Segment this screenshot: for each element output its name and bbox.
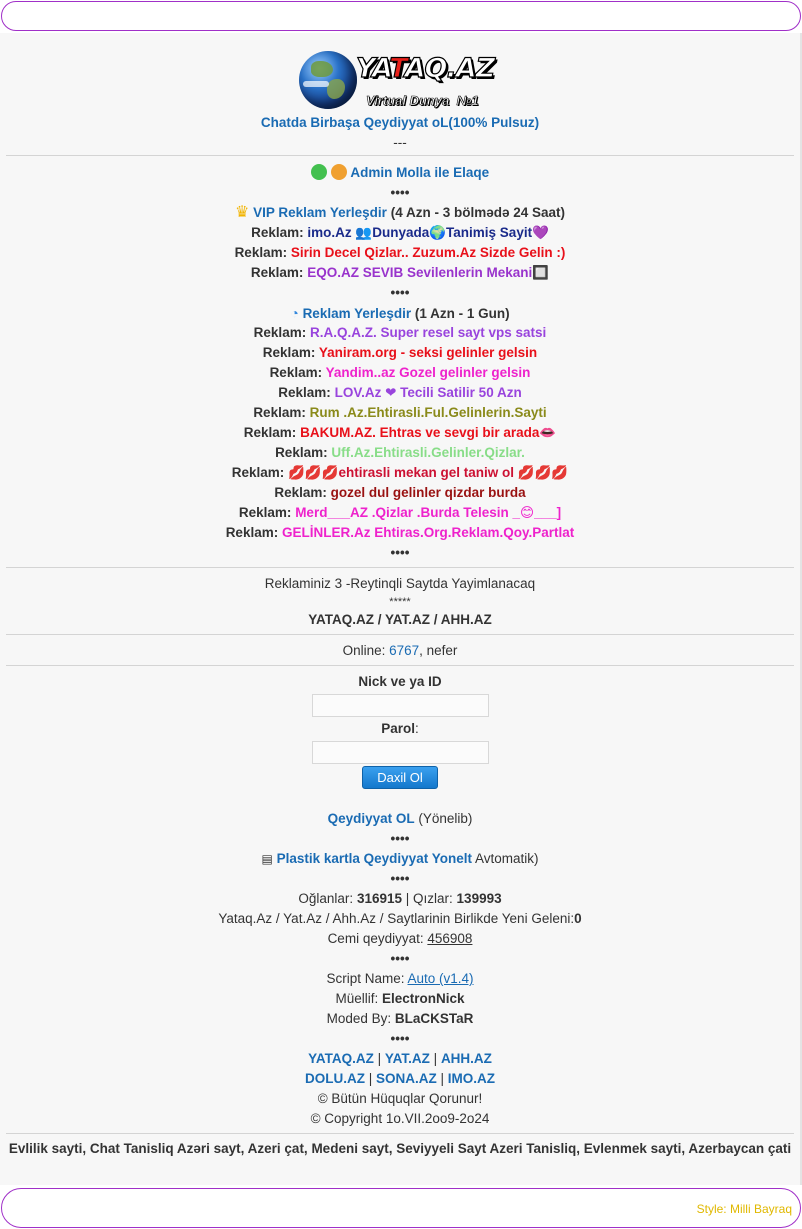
rights-text: © Bütün Hüquqlar Qorunur! <box>317 1091 483 1106</box>
dots-separator: •••• <box>390 951 410 966</box>
register-link[interactable]: Qeydiyyat OL <box>327 811 415 826</box>
password-input[interactable] <box>312 741 489 764</box>
gender-stats: Oğlanlar: 316915 | Qızlar: 139993 <box>298 891 502 906</box>
ad-link[interactable]: Sirin Decel Qizlar.. Zuzum.Az Sizde Gelin :) <box>290 245 566 260</box>
login-button[interactable]: Daxil Ol <box>362 766 438 789</box>
new-users-stats: Yataq.Az / Yat.Az / Ahh.Az / Saytlarinin Birlikde Yeni Geleni:0 <box>218 911 582 926</box>
promo-sites: YATAQ.AZ / YAT.AZ / AHH.AZ <box>308 612 492 627</box>
ad-link[interactable]: Yaniram.org - seksi gelinler gelsin <box>318 345 538 360</box>
nick-input[interactable] <box>312 694 489 717</box>
nick-label: Nick ve ya ID <box>358 674 442 689</box>
bottom-frame <box>1 1188 801 1228</box>
sites-row: DOLU.AZ | SONA.AZ | IMO.AZ <box>304 1071 496 1086</box>
total-registrations: Cemi qeydiyyat: 456908 <box>327 931 473 946</box>
main-content: YATAQ.AZ Virtual Dunya №1 Chatda Birbaşa Qeydiyyat oL(100% Pulsuz) --- Admin Molla ile Elaqe •••• ♛ VIP Reklam Yerleşdir (4 Azn - 3 bölmədə 24 Saat) Reklam: imo.Az 👥Dunyada🌍Tanimiş Sayit💜 Reklam: Sirin Decel Qizlar.. Zuzum.Az Sizde Gelin :) Reklam: EQO.AZ SEVIB Sevilenlerin Mekani🔲 •••• ◔ Reklam Yerleşdir (1 Azn - 1 Gun) Reklam: R.A.Q.A.Z. Super resel sayt vps satsi Reklam: Yaniram.org - seksi gelinler gelsin Reklam: Yandim..az Gozel gelinler gelsin Reklam: LOV.Az ❤ Tecili Satilir 50 Azn Reklam: Rum .Az.Ehtirasli.Ful.Gelinlerin.Sayti Reklam: BAKUM.AZ. Ehtras ve sevgi bir arada👄 Reklam: Uff.Az.Ehtirasli.Gelinler.Qizlar. Reklam: 💋💋💋ehtirasli mekan gel taniw ol 💋💋💋 Reklam: gozel dul gelinler qizdar burda Reklam: Merd___AZ .Qizlar .Burda Telesin _😊___] Reklam: GELİNLER.Az Ehtiras.Org.Reklam.Qoy.Partlat •••• Reklaminiz 3 -Reytinqli Saytda Yayimlanacaq ***** YATAQ.AZ / YAT.AZ / AHH.AZ Online: 6767, nefer Nick ve ya ID Parol: Daxil Ol Qeydiyyat OL (Yönelib) •••• ▤ Plastik kartla Qeydiyyat Yonelt Avtomatik) •••• Oğlanlar: 316915 | Qızlar: 139993 Yataq.Az / Yat.Az / Ahh.Az / Saytlarinin Birlikde Yeni Geleni:0 Cemi qeydiyyat: 456908 •••• Script Name: Auto (v1.4) Müellif: ElectronNick Moded By: BLaCKSTaR •••• YATAQ.AZ | YAT.AZ | AHH.AZ DOLU.AZ | SONA.AZ | IMO.AZ © Bütün Hüquqlar Qorunur! © Copyright 1o.VII.2oo9-2o24 Evlilik sayti, Chat Tanisliq Azəri sayt, Azeri çat, Medeni sayt, Seviyyeli Sayt Azeri Tanisliq, Evlenmek sayti, Azerbaycan çati <box>0 33 802 1185</box>
separator-text: --- <box>393 135 407 150</box>
script-moded: Moded By: BLaCKSTaR <box>326 1011 474 1026</box>
ad-link[interactable]: GELİNLER.Az Ehtiras.Org.Reklam.Qoy.Partlat <box>281 525 575 540</box>
ad-link[interactable]: BAKUM.AZ. Ehtras ve sevgi bir arada👄 <box>300 425 557 440</box>
top-frame <box>1 1 801 31</box>
whatsapp-icon <box>311 164 327 180</box>
online-counter: Online: 6767, nefer <box>342 643 458 658</box>
divider <box>6 155 794 156</box>
online-count-link[interactable]: 6767 <box>389 643 420 658</box>
script-name: Script Name: Auto (v1.4) <box>326 971 474 986</box>
ad-link[interactable]: LOV.Az ❤ Tecili Satilir 50 Azn <box>334 385 522 400</box>
promo-stars: ***** <box>389 596 411 608</box>
site-link-dolu[interactable]: DOLU.AZ <box>304 1071 365 1086</box>
ad-link[interactable]: imo.Az 👥Dunyada🌍Tanimiş Sayit💜 <box>307 225 549 240</box>
card-register-note: Avtomatik) <box>474 851 539 866</box>
dots-separator: •••• <box>390 831 410 846</box>
ad-link[interactable]: Rum .Az.Ehtirasli.Ful.Gelinlerin.Sayti <box>309 405 547 420</box>
divider <box>6 1133 794 1134</box>
logo-subtitle: Virtual Dunya №1 <box>366 93 479 108</box>
dots-separator: •••• <box>390 285 410 300</box>
site-link-imo[interactable]: IMO.AZ <box>447 1071 496 1086</box>
crown-icon: ♛ <box>234 204 250 221</box>
copyright-text: © Copyright 1o.VII.2oo9-2o24 <box>310 1111 490 1126</box>
site-link-ahh[interactable]: AHH.AZ <box>440 1051 492 1066</box>
dots-separator: •••• <box>390 545 410 560</box>
divider <box>6 567 794 568</box>
site-link-yataq[interactable]: YATAQ.AZ <box>308 1051 374 1066</box>
dots-separator: •••• <box>390 1031 410 1046</box>
register-note: (Yönelib) <box>418 811 473 826</box>
rss-icon: ◔ <box>290 305 299 321</box>
admin-contact-link[interactable]: Admin Molla ile Elaqe <box>350 165 490 180</box>
logo-title: YATAQ.AZ <box>356 53 495 84</box>
card-icon: ▤ <box>261 852 273 866</box>
divider <box>6 665 794 666</box>
dots-separator: •••• <box>390 871 410 886</box>
slogan-link[interactable]: Chatda Birbaşa Qeydiyyat oL(100% Pulsuz) <box>260 115 540 130</box>
dots-separator: •••• <box>390 185 410 200</box>
std-ad-note: (1 Azn - 1 Gun) <box>414 306 510 321</box>
divider <box>6 634 794 635</box>
ad-link[interactable]: Merd___AZ .Qizlar .Burda Telesin _😊___] <box>295 505 562 520</box>
vip-ad-note: (4 Azn - 3 bölmədə 24 Saat) <box>390 205 565 220</box>
script-author: Müellif: ElectronNick <box>335 991 465 1006</box>
link-icon <box>331 164 347 180</box>
login-form <box>0 672 800 789</box>
ad-link[interactable]: R.A.Q.A.Z. Super resel sayt vps satsi <box>309 325 547 340</box>
seo-keywords: Evlilik sayti, Chat Tanisliq Azəri sayt, Azeri çat, Medeni sayt, Seviyyeli Sayt Azeri Tanisliq, Evlenmek sayti, Azerbaycan çati <box>8 1141 792 1156</box>
site-logo[interactable] <box>0 33 800 113</box>
total-link[interactable]: 456908 <box>427 931 473 946</box>
ad-link[interactable]: Yandim..az Gozel gelinler gelsin <box>325 365 531 380</box>
promo-text: Reklaminiz 3 -Reytinqli Saytda Yayimlanacaq <box>264 576 536 591</box>
site-link-sona[interactable]: SONA.AZ <box>376 1071 437 1086</box>
site-link-yat[interactable]: YAT.AZ <box>384 1051 430 1066</box>
ad-link[interactable]: gozel dul gelinler qizdar burda <box>330 485 526 500</box>
card-register-link[interactable]: Plastik kartla Qeydiyyat Yonelt <box>276 851 472 866</box>
globe-icon <box>299 51 357 109</box>
password-label: Parol: <box>381 721 419 736</box>
ad-link[interactable]: 💋💋💋ehtirasli mekan gel taniw ol 💋💋💋 <box>288 465 569 480</box>
vip-ad-link[interactable]: VIP Reklam Yerleşdir <box>253 205 387 220</box>
script-link[interactable]: Auto (v1.4) <box>407 971 474 986</box>
style-link[interactable]: Style: Milli Bayraq <box>696 1202 792 1216</box>
ad-link[interactable]: Uff.Az.Ehtirasli.Gelinler.Qizlar. <box>331 445 525 460</box>
sites-row: YATAQ.AZ | YAT.AZ | AHH.AZ <box>308 1051 492 1066</box>
ad-link[interactable]: EQO.AZ SEVIB Sevilenlerin Mekani🔲 <box>307 265 550 280</box>
std-ad-link[interactable]: Reklam Yerleşdir <box>302 306 412 321</box>
